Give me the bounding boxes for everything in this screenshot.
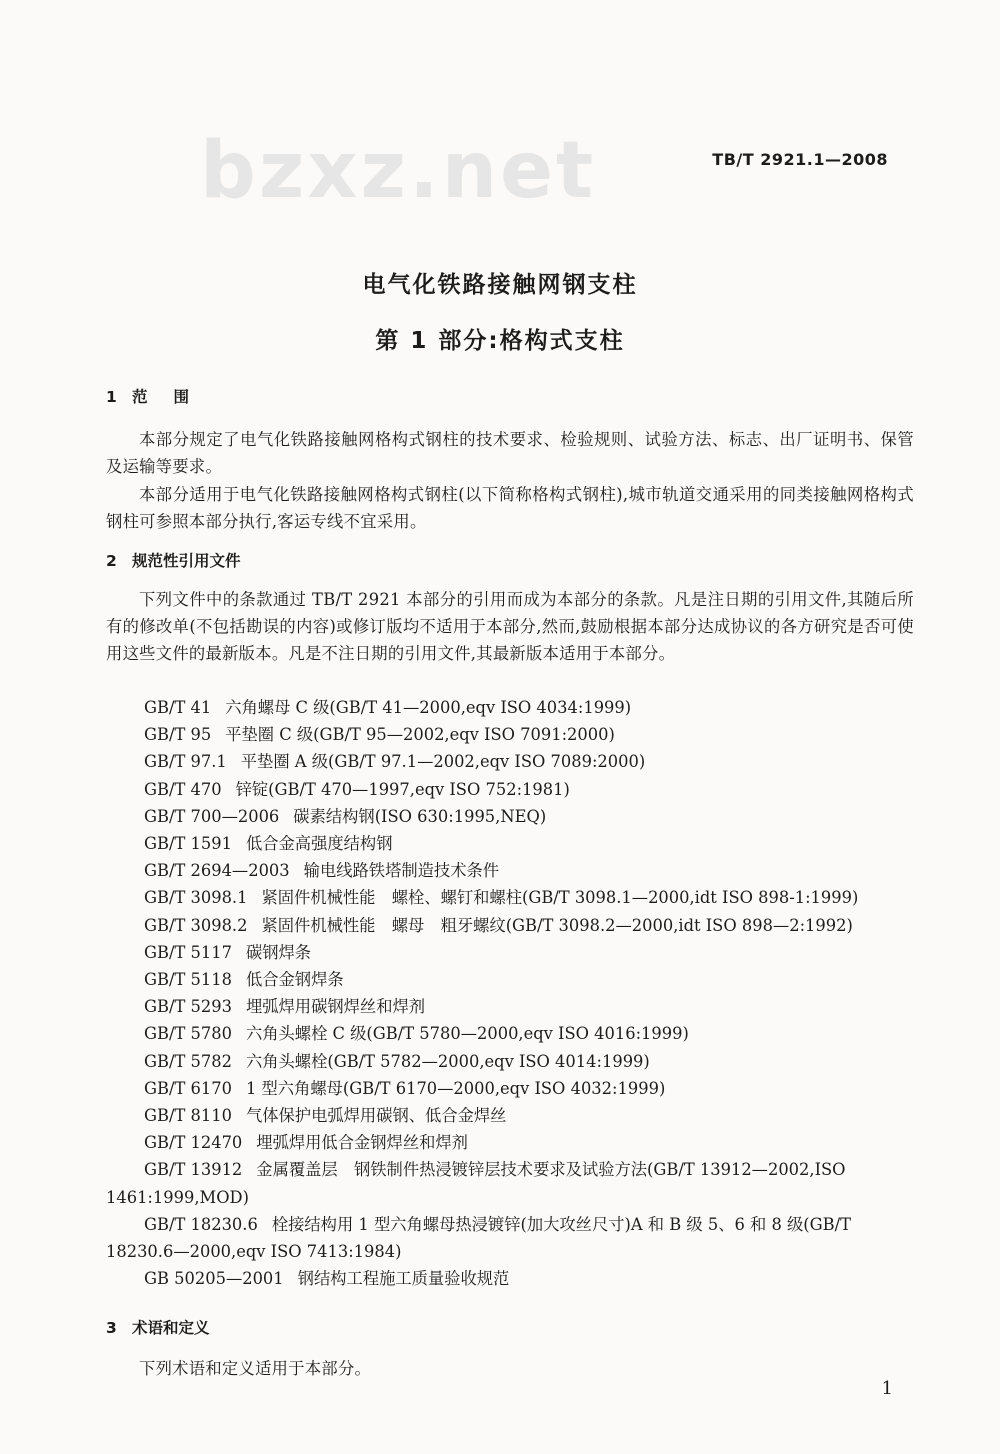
reference-item xyxy=(106,1265,914,1292)
reference-title: 紧固件机械性能 螺栓、螺钉和螺柱(GB/T 3098.1—2000,idt ISO 898-1:1999) xyxy=(261,888,859,908)
section-1-heading xyxy=(106,385,215,407)
page-number: 1 xyxy=(881,1378,893,1399)
section-number: 1 xyxy=(106,388,117,406)
reference-title: 低合金高强度结构钢 xyxy=(245,834,393,854)
reference-title: 平垫圈 A 级(GB/T 97.1—2002,eqv ISO 7089:2000) xyxy=(240,752,646,772)
watermark: bzxz.net xyxy=(200,126,597,216)
reference-item xyxy=(106,1156,914,1210)
section-number: 3 xyxy=(106,1319,117,1337)
reference-code: GB/T 5782 xyxy=(144,1051,232,1071)
reference-title: 碳钢焊条 xyxy=(245,942,312,962)
reference-title: 锌锭(GB/T 470—1997,eqv ISO 752:1981) xyxy=(235,779,570,799)
reference-item xyxy=(106,721,914,748)
section-title: 术语和定义 xyxy=(132,1319,210,1337)
reference-code: GB/T 470 xyxy=(144,779,222,799)
reference-code: GB/T 41 xyxy=(144,698,212,717)
standard-code: TB/T 2921.1—2008 xyxy=(712,150,888,169)
reference-code: GB/T 3098.1 xyxy=(144,888,248,908)
reference-code: GB/T 12470 xyxy=(144,1133,243,1153)
reference-title: 埋弧焊用低合金钢焊丝和焊剂 xyxy=(256,1133,468,1153)
reference-code: GB/T 8110 xyxy=(144,1106,232,1126)
reference-item xyxy=(106,1048,914,1075)
reference-item xyxy=(106,1102,914,1129)
section-title: 范围 xyxy=(132,388,216,406)
reference-item xyxy=(106,966,914,993)
reference-title: 六角头螺栓 C 级(GB/T 5780—2000,eqv ISO 4016:1999) xyxy=(245,1024,689,1044)
reference-title: 金属覆盖层 钢铁制件热浸镀锌层技术要求及试验方法(GB/T 13912—2002,ISO 1461:1999,MOD) xyxy=(106,1160,846,1207)
reference-code: GB/T 5118 xyxy=(144,970,232,990)
reference-item xyxy=(106,912,914,939)
reference-title: 栓接结构用 1 型六角螺母热浸镀锌(加大攻丝尺寸)A 和 B 级 5、6 和 8 级(GB/T 18230.6—2000,eqv ISO 7413:1984) xyxy=(106,1214,851,1262)
section-3-intro: 下列术语和定义适用于本部分。 xyxy=(139,1359,372,1378)
reference-item xyxy=(106,857,914,884)
reference-code: GB/T 6170 xyxy=(144,1078,232,1098)
reference-item xyxy=(106,694,914,721)
reference-code: GB/T 18230.6 xyxy=(144,1214,258,1234)
reference-code: GB/T 5780 xyxy=(144,1024,232,1044)
reference-title: 低合金钢焊条 xyxy=(245,970,344,990)
reference-code: GB/T 95 xyxy=(144,725,212,745)
reference-code: GB/T 3098.2 xyxy=(144,915,248,935)
reference-title: 气体保护电弧焊用碳钢、低合金焊丝 xyxy=(245,1106,507,1126)
reference-code: GB 50205—2001 xyxy=(144,1269,284,1289)
reference-code: GB/T 5117 xyxy=(144,942,232,962)
reference-item xyxy=(106,1129,914,1156)
reference-title: 紧固件机械性能 螺母 粗牙螺纹(GB/T 3098.2—2000,idt ISO 898—2:1992) xyxy=(261,915,853,935)
reference-title: 六角螺母 C 级(GB/T 41—2000,eqv ISO 4034:1999) xyxy=(225,698,632,717)
document-subtitle: 第 1 部分:格构式支柱 xyxy=(375,328,625,354)
reference-code: GB/T 2694—2003 xyxy=(144,861,290,881)
reference-item xyxy=(106,1020,914,1047)
reference-item xyxy=(106,748,914,775)
section-1-paragraph-1: 本部分规定了电气化铁路接触网格构式钢柱的技术要求、检验规则、试验方法、标志、出厂证明书、保管及运输等要求。 xyxy=(106,430,914,476)
reference-item xyxy=(106,803,914,830)
section-number: 2 xyxy=(106,552,117,570)
reference-item xyxy=(106,939,914,966)
reference-code: GB/T 13912 xyxy=(144,1160,243,1180)
reference-title: 碳素结构钢(ISO 630:1995,NEQ) xyxy=(293,806,547,826)
section-2-intro: 下列文件中的条款通过 TB/T 2921 本部分的引用而成为本部分的条款。凡是注日期的引用文件,其随后所有的修改单(不包括勘误的内容)或修订版均不适用于本部分,然而,鼓励根据本部分达成协议的各方研究是否可使用这些文件的最新版本。凡是不注日期的引用文件,其最新版本适用于本部分。 xyxy=(106,590,914,663)
reference-item xyxy=(106,1211,914,1265)
reference-item xyxy=(106,993,914,1020)
reference-title: 1 型六角螺母(GB/T 6170—2000,eqv ISO 4032:1999) xyxy=(245,1078,666,1098)
reference-title: 埋弧焊用碳钢焊丝和焊剂 xyxy=(245,997,426,1017)
reference-code: GB/T 5293 xyxy=(144,997,232,1017)
reference-title: 平垫圈 C 级(GB/T 95—2002,eqv ISO 7091:2000) xyxy=(225,725,615,745)
document-title: 电气化铁路接触网钢支柱 xyxy=(362,272,638,298)
reference-list xyxy=(106,694,914,1292)
reference-code: GB/T 700—2006 xyxy=(144,806,280,826)
section-3-heading xyxy=(106,1316,210,1338)
reference-code: GB/T 1591 xyxy=(144,834,232,854)
reference-item xyxy=(106,830,914,857)
reference-title: 钢结构工程施工质量验收规范 xyxy=(297,1269,510,1289)
section-2-heading xyxy=(106,549,241,571)
reference-item xyxy=(106,884,914,911)
reference-code: GB/T 97.1 xyxy=(144,752,227,772)
section-1-paragraph-2: 本部分适用于电气化铁路接触网格构式钢柱(以下简称格构式钢柱),城市轨道交通采用的同类接触网格构式钢柱可参照本部分执行,客运专线不宜采用。 xyxy=(106,485,914,531)
reference-item xyxy=(106,776,914,803)
reference-title: 六角头螺栓(GB/T 5782—2000,eqv ISO 4014:1999) xyxy=(245,1051,650,1071)
reference-title: 输电线路铁塔制造技术条件 xyxy=(303,861,500,881)
section-title: 规范性引用文件 xyxy=(132,552,241,570)
reference-item xyxy=(106,1075,914,1102)
